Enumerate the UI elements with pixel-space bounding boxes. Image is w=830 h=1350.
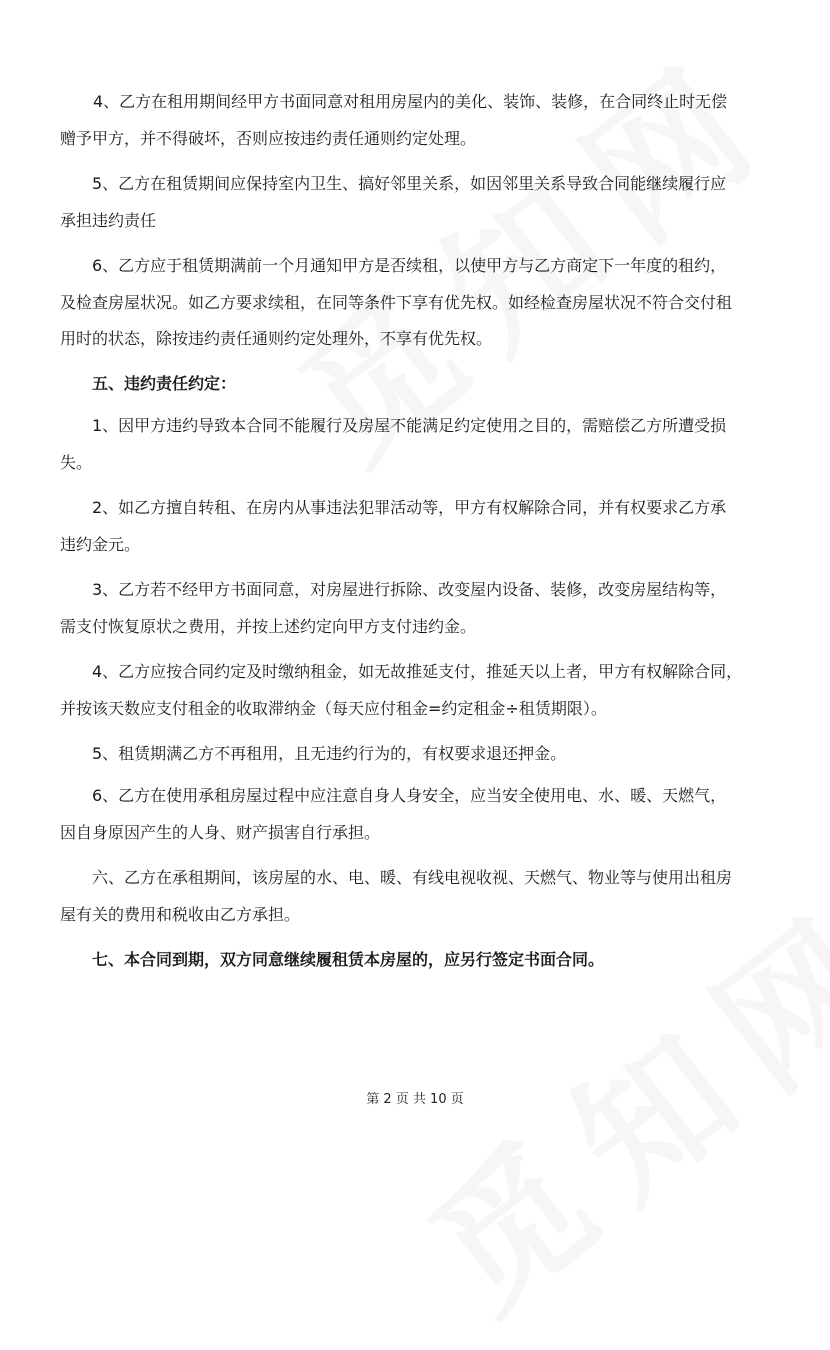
page-number: 第 2 页 共 10 页: [366, 1092, 464, 1107]
clause-paragraph: [92, 736, 566, 773]
text-line: 七、本合同到期，双方同意继续履租赁本房屋的，应另行签定书面合同。: [92, 950, 605, 969]
clause-paragraph: [60, 572, 727, 645]
text-line: 4、乙方应按合同约定及时缴纳租金，如无故推延支付，推延天以上者，甲方有权解除合同，: [92, 662, 743, 681]
heading-text: 五、违约责任约定：: [92, 374, 237, 393]
text-line: 5、租赁期满乙方不再租用，且无违约行为的，有权要求退还押金。: [92, 744, 567, 763]
text-line: 6、乙方在使用承租房屋过程中应注意自身人身安全，应当安全使用电、水、暖、天燃气，: [92, 786, 727, 805]
text-line: 1、因甲方违约导致本合同不能履行及房屋不能满足约定使用之目的，需赔偿乙方所遭受损: [92, 416, 727, 435]
text-line: 失。: [60, 452, 93, 472]
text-line: 2、如乙方擅自转租、在房内从事违法犯罪活动等，甲方有权解除合同，并有权要求乙方承: [92, 498, 727, 517]
section-heading: [92, 366, 236, 403]
text-line: 违约金元。: [60, 534, 141, 554]
text-line: 4、乙方在租用期间经甲方书面同意对租用房屋内的美化、装饰、装修，在合同终止时无偿: [93, 92, 728, 111]
text-line: 赠予甲方，并不得破坏，否则应按违约责任通则约定处理。: [60, 128, 477, 148]
text-line: 5、乙方在租赁期间应保持室内卫生、搞好邻里关系，如因邻里关系导致合同能继续履行应: [92, 174, 727, 193]
clause-paragraph: [60, 490, 727, 563]
clause-paragraph: [60, 778, 727, 851]
text-line: 并按该天数应支付租金的收取滞纳金（每天应付租金=约定租金÷租赁期限）。: [60, 698, 607, 718]
text-line: 及检查房屋状况。如乙方要求续租，在同等条件下享有优先权。如经检查房屋状况不符合交付租: [60, 292, 733, 312]
clause-paragraph: [60, 654, 743, 727]
text-line: 因自身原因产生的人身、财产损害自行承担。: [60, 822, 381, 842]
clause-paragraph: [60, 408, 727, 481]
text-line: 六、乙方在承租期间，该房屋的水、电、暖、有线电视收视、天燃气、物业等与使用出租房: [92, 868, 733, 887]
text-line: 用时的状态，除按违约责任通则约定处理外，不享有优先权。: [60, 329, 493, 348]
text-line: 承担违约责任: [60, 210, 157, 230]
clause-paragraph: [60, 860, 733, 933]
text-line: 3、乙方若不经甲方书面同意，对房屋进行拆除、改变屋内设备、装修，改变房屋结构等，: [92, 580, 727, 599]
clause-paragraph: [92, 942, 604, 979]
clause-paragraph: [60, 166, 727, 239]
clause-paragraph: [60, 248, 733, 358]
text-line: 需支付恢复原状之费用，并按上述约定向甲方支付违约金。: [60, 616, 477, 636]
text-line: 屋有关的费用和税收由乙方承担。: [60, 904, 301, 924]
text-line: 6、乙方应于租赁期满前一个月通知甲方是否续租，以使甲方与乙方商定下一年度的租约，: [92, 256, 727, 275]
clause-paragraph: [60, 84, 728, 157]
